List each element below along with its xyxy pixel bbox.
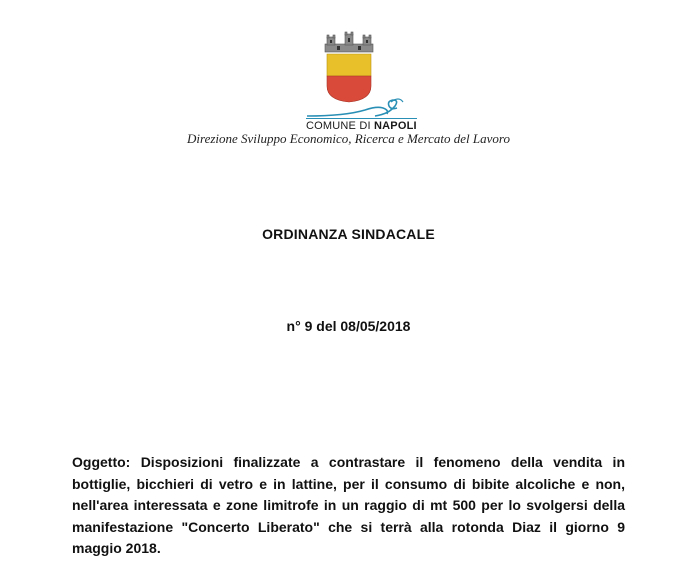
subject-paragraph [72, 452, 625, 560]
subject-label: Oggetto: [72, 454, 131, 470]
subject-text: Disposizioni finalizzate a contrastare il fenomeno della vendita in bottiglie, bicchieri di vetro e in lattine, per il consumo di bibite alcoliche e non, nell'area interessata e zone limitrofe in un raggio di mt 500 per lo svolgersi della manifestazione "Concerto Liberato" che si terrà alla rotonda Diaz il giorno 9 maggio 2018. [72, 454, 625, 556]
comune-wordmark [306, 118, 417, 132]
department-name: Direzione Sviluppo Economico, Ricerca e Mercato del Lavoro [187, 131, 510, 146]
comune-prefix: COMUNE DI [306, 120, 374, 132]
document-title: ORDINANZA SINDACALE [262, 226, 435, 242]
comune-city: NAPOLI [374, 120, 417, 132]
document-number: n° 9 del 08/05/2018 [286, 318, 411, 334]
wave-icon [305, 96, 405, 118]
